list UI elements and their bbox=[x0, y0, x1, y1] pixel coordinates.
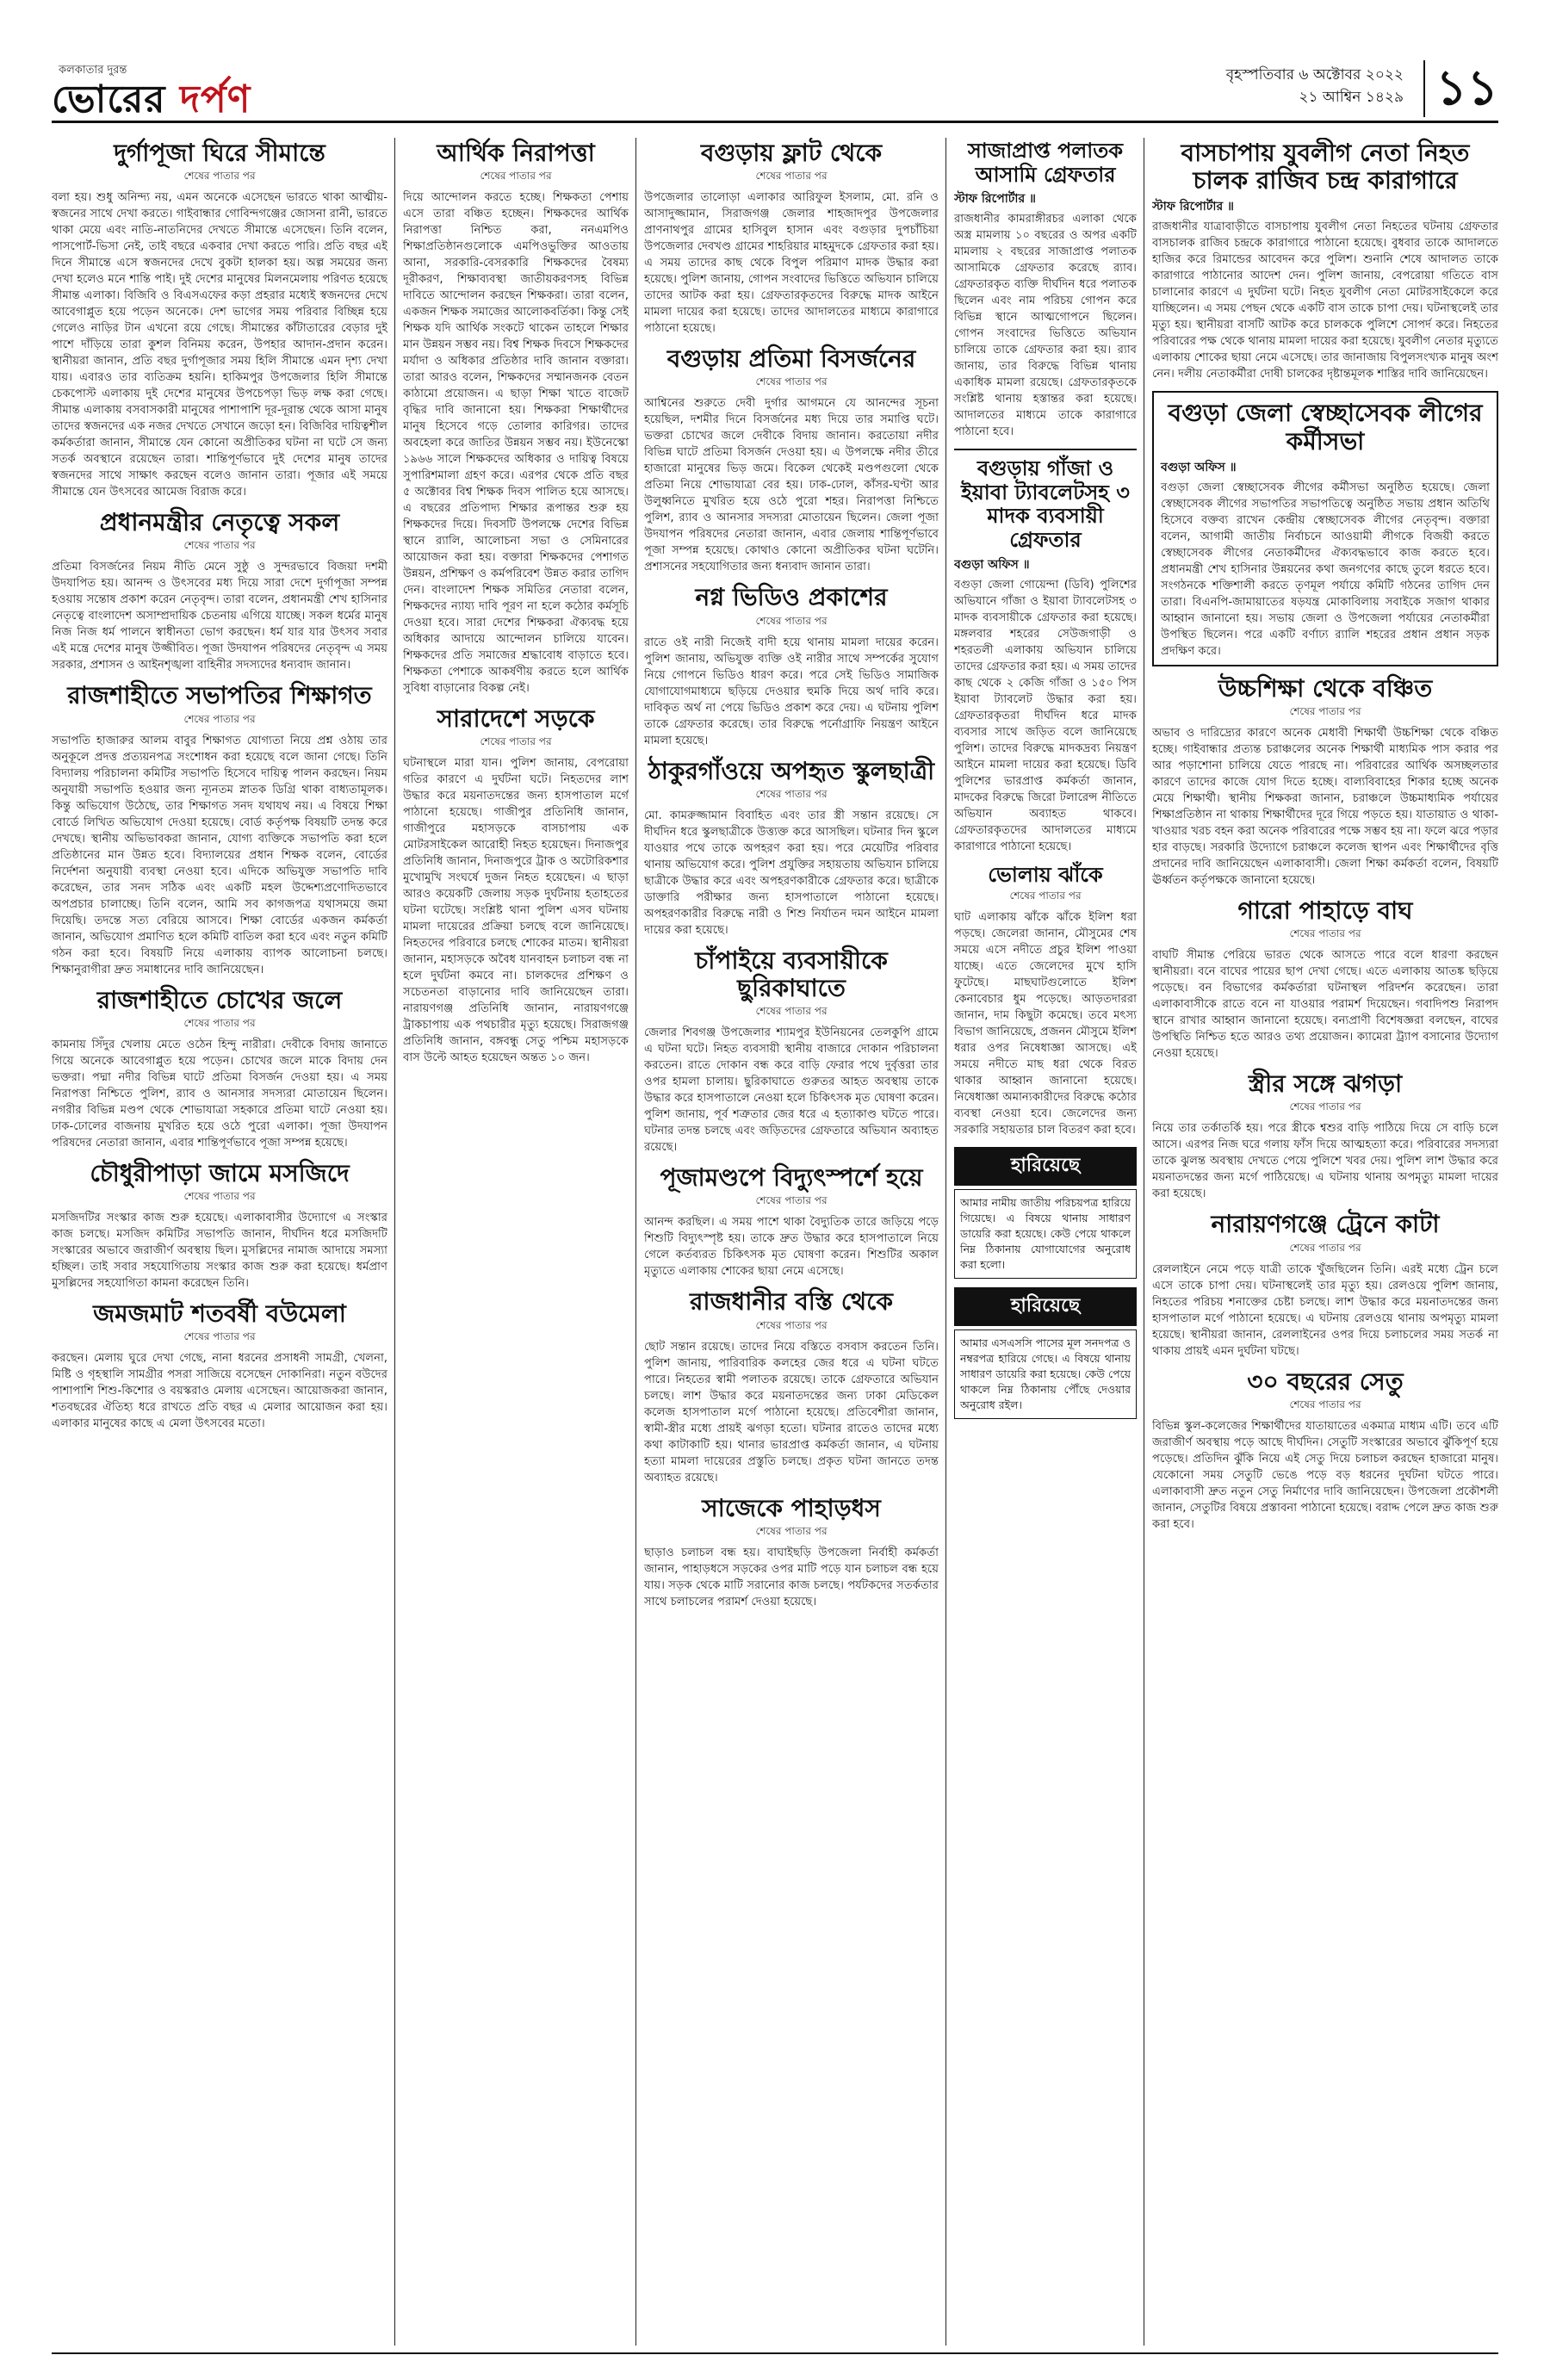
article bbox=[1152, 897, 1498, 1062]
article-headline: বগুড়ায় গাঁজা ও ইয়াবা ট্যাবলেটসহ ৩ মাদক ব্যবসায়ী গ্রেফতার bbox=[961, 456, 1130, 552]
continued-label: শেষের পাতার পর bbox=[1289, 927, 1361, 940]
continued-label: শেষের পাতার পর bbox=[1009, 889, 1082, 902]
article-body: নিয়ে তার তর্কাতর্কি হয়। পরে স্ত্রীকে শ্বশুর বাড়ি পাঠিয়ে দিয়ে সে বাড়ি চলে আসে। এরপর নিজ ঘরে গলায় ফাঁস দিয়ে আত্মহত্যা করে। পরিবারের সদস্যরা তাকে ঝুলন্ত অবস্থায় দেখতে পেয়ে পুলিশে খবর দেয়। পুলিশ লাশ উদ্ধার করে ময়নাতদন্তের জন্য মর্গে পাঠিয়েছে। এ ঘটনায় থানায় অপমৃত্যু মামলা দায়ের করা হয়েছে। bbox=[1152, 1122, 1498, 1201]
article-byline: স্টাফ রিপোর্টার ॥ bbox=[954, 192, 1036, 207]
continued-label: শেষের পাতার পর bbox=[755, 787, 828, 800]
article-byline: বগুড়া অফিস ॥ bbox=[1161, 460, 1237, 474]
column-1 bbox=[52, 138, 388, 2346]
article-headline: বগুড়ায় প্রতিমা বিসর্জনের bbox=[666, 344, 916, 374]
article-body: ছোট সন্তান রয়েছে। তাদের নিয়ে বস্তিতে বসবাস করতেন তিনি। পুলিশ জানায়, পারিবারিক কলহের জের ধরে এ ঘটনা ঘটতে পারে। নিহতের স্বামী পলাতক রয়েছে। তাকে গ্রেফতারে অভিযান চলছে। লাশ উদ্ধার করে ময়নাতদন্তের জন্য ঢাকা মেডিকেল কলেজ হাসপাতাল মর্গে পাঠানো হয়েছে। প্রতিবেশীরা জানান, স্বামী-স্ত্রীর মধ্যে প্রায়ই ঝগড়া হতো। ঘটনার রাতেও তাদের মধ্যে কথা কাটাকাটি হয়। থানার ভারপ্রাপ্ত কর্মকর্তা জানান, এ ঘটনায় হত্যা মামলা দায়েরের প্রস্তুতি চলছে। প্রকৃত ঘটনা জানতে তদন্ত অব্যাহত রয়েছে। bbox=[644, 1340, 939, 1484]
article-body: বলা হয়। শুধু অনিন্দ্য নয়, এমন অনেকে এসেছেন ভারতে থাকা আত্মীয়-স্বজনের সাথে দেখা করতে। গাইবান্ধার গোবিন্দগঞ্জের জোসনা রানী, ভারতে থাকা মেয়ে এবং নাতি-নাতনিদের দেখতে সীমান্তে এসেছেন। তিনি বলেন, পাসপোর্ট-ভিসা নেই, তাই বছরে একবার দেখা করতে পারি। প্রতি বছর এই দিনে সীমান্তে এসে স্বজনদের দেখে বুকটা হালকা হয়। অল্প সময়ের জন্য দেখা হলেও মনে শান্তি পাই। দুই দেশের মানুষের মিলনমেলায় পরিণত হয়েছে সীমান্ত এলাকা। বিজিবি ও বিএসএফের কড়া প্রহরার মধ্যেই স্বজনদের দেখে আবেগাপ্লুত হয়ে পড়েন অনেকে। দেশ ভাগের সময় পরিবার বিচ্ছিন্ন হয়ে গেলেও নাড়ির টান এখনো রয়ে গেছে। সীমান্তের কাঁটাতারের বেড়ার দুই পাশে দাঁড়িয়ে তারা কুশল বিনিময় করেন, উপহার আদান-প্রদান করেন। স্থানীয়রা জানান, প্রতি বছর দুর্গাপূজার সময় হিলি সীমান্তে এমন দৃশ্য দেখা যায়। এবারও তার ব্যতিক্রম হয়নি। হাকিমপুর উপজেলার হিলি সীমান্তে চেকপোস্ট এলাকায় দুই দেশের মানুষের উপচেপড়া ভিড় লক্ষ করা গেছে। সীমান্ত এলাকায় বসবাসকারী মানুষের পাশাপাশি দূর-দূরান্ত থেকে আসা মানুষ তাদের স্বজনদের এক নজর দেখতে সেখানে জড়ো হন। বিজিবির দায়িত্বশীল কর্মকর্তারা জানান, সীমান্তে যেন কোনো অপ্রীতিকর ঘটনা না ঘটে সে জন্য সতর্ক অবস্থানে রয়েছেন তারা। শান্তিপূর্ণভাবে দুই দেশের মানুষ তাদের স্বজনদের সাথে সাক্ষাৎ করছেন বলেও জানান তারা। পূজার এই সময়ে সীমান্তে যেন উৎসবের আমেজ বিরাজ করে। bbox=[52, 191, 388, 499]
article bbox=[52, 682, 388, 977]
continued-label: শেষের পাতার পর bbox=[1289, 1398, 1361, 1410]
article-headline: বগুড়ায় ফ্লাট থেকে bbox=[700, 139, 883, 167]
continued-label: শেষের পাতার পর bbox=[1289, 1241, 1361, 1254]
continued-label: শেষের পাতার পর bbox=[1289, 1100, 1361, 1113]
lost-notice-title: হারিয়েছে bbox=[954, 1147, 1137, 1186]
article-headline: চাঁপাইয়ে ব্যবসায়ীকে ছুরিকাঘাতে bbox=[695, 945, 888, 1002]
continued-label: শেষের পাতার পর bbox=[480, 170, 552, 183]
article bbox=[403, 139, 629, 697]
article-body: রেললাইনে নেমে পড়ে যাত্রী তাকে খুঁজছিলেন তিনি। এরই মধ্যে ট্রেন চলে এসে তাকে চাপা দেয়। ঘটনাস্থলেই তার মৃত্যু হয়। রেলওয়ে পুলিশ জানায়, নিহতের পরিচয় শনাক্তের চেষ্টা চলছে। লাশ উদ্ধার করে ময়নাতদন্তের জন্য হাসপাতাল মর্গে পাঠানো হয়েছে। এ ঘটনায় রেলওয়ে থানায় অপমৃত্যু মামলা হয়েছে। স্থানীয়রা জানান, রেললাইনের ওপর দিয়ে চলাচলের সময় সতর্ক না থাকায় প্রায়ই এমন দুর্ঘটনা ঘটছে। bbox=[1152, 1262, 1498, 1358]
date-bangla-calendar: ২১ আশ্বিন ১৪২৯ bbox=[1299, 89, 1404, 106]
continued-label: শেষের পাতার পর bbox=[480, 735, 552, 748]
article-headline: ঠাকুরগাঁওয়ে অপহৃত স্কুলছাত্রী bbox=[648, 756, 935, 785]
article-body: দিয়ে আন্দোলন করতে হচ্ছে। শিক্ষকতা পেশায় এসে তারা বঞ্চিত হচ্ছেন। শিক্ষকদের আর্থিক নিরাপত্তা নিশ্চিত করা, ননএমপিও শিক্ষাপ্রতিষ্ঠানগুলোকে এমপিওভুক্তির আওতায় আনা, সরকারি-বেসরকারি শিক্ষকদের বৈষম্য দূরীকরণ, শিক্ষাব্যবস্থা জাতীয়করণসহ বিভিন্ন দাবিতে আন্দোলন করছেন শিক্ষকরা। তারা বলেন, একজন শিক্ষক সমাজের আলোকবর্তিকা। কিন্তু সেই শিক্ষক যদি আর্থিক সংকটে থাকেন তাহলে শিক্ষার মান উন্নয়ন সম্ভব নয়। বিশ্ব শিক্ষক দিবসে শিক্ষকদের মর্যাদা ও অধিকার প্রতিষ্ঠার দাবি জানান বক্তারা। তারা আরও বলেন, শিক্ষকদের সম্মানজনক বেতন কাঠামো প্রয়োজন। এ ছাড়া শিক্ষা খাতে বাজেট বৃদ্ধির দাবি জানানো হয়। শিক্ষকরা শিক্ষার্থীদের মানুষ হিসেবে গড়ে তোলার কারিগর। তাদের অবহেলা করে জাতির উন্নয়ন সম্ভব নয়। ইউনেস্কো ১৯৬৬ সালে শিক্ষকদের অধিকার ও দায়িত্ব বিষয়ে সুপারিশমালা গ্রহণ করে। এরপর থেকে প্রতি বছর ৫ অক্টোবর বিশ্ব শিক্ষক দিবস পালিত হয়ে আসছে। এ বছরের প্রতিপাদ্য শিক্ষার রূপান্তর শুরু হয় শিক্ষকদের দিয়ে। দিবসটি উপলক্ষে দেশের বিভিন্ন স্থানে র‍্যালি, আলোচনা সভা ও সেমিনারের আয়োজন করা হয়। বক্তারা শিক্ষকদের পেশাগত উন্নয়ন, প্রশিক্ষণ ও কর্মপরিবেশ উন্নত করার তাগিদ দেন। বাংলাদেশ শিক্ষক সমিতির নেতারা বলেন, শিক্ষকদের ন্যায্য দাবি পূরণ না হলে কঠোর কর্মসূচি দেওয়া হবে। সারা দেশের শিক্ষকরা ঐক্যবদ্ধ হয়ে অধিকার আদায়ে আন্দোলন চালিয়ে যাবেন। শিক্ষকদের প্রতি সমাজের শ্রদ্ধাবোধ বাড়াতে হবে। শিক্ষকতা পেশাকে আকর্ষণীয় করতে হলে আর্থিক সুবিধা বাড়ানোর বিকল্প নেই। bbox=[403, 191, 629, 696]
continued-label: শেষের পাতার পর bbox=[183, 170, 256, 183]
masthead bbox=[52, 60, 1498, 123]
article-headline: গারো পাহাড়ে বাঘ bbox=[1237, 896, 1413, 925]
lost-notice-body: আমার নামীয় জাতীয় পরিচয়পত্র হারিয়ে গিয়েছে। এ বিষয়ে থানায় সাধারণ ডায়েরি করা হয়েছে। কেউ পেয়ে থাকলে নিম্ন ঠিকানায় যোগাযোগের অনুরোধ করা হলো। bbox=[954, 1189, 1137, 1279]
article bbox=[1152, 675, 1498, 889]
article bbox=[1152, 1211, 1498, 1359]
article-headline: স্ত্রীর সঙ্গে ঝগড়া bbox=[1248, 1069, 1403, 1099]
article bbox=[644, 345, 939, 575]
article-body: অভাব ও দারিদ্র্যের কারণে অনেক মেধাবী শিক্ষার্থী উচ্চশিক্ষা থেকে বঞ্চিত হচ্ছে। গাইবান্ধার প্রত্যন্ত চরাঞ্চলের অনেক শিক্ষার্থী মাধ্যমিক পাস করার পর আর পড়াশোনা চালিয়ে যেতে পারছে না। পরিবারের আর্থিক অসচ্ছলতার কারণে তাদের কাজে যোগ দিতে হচ্ছে। বাল্যবিবাহের শিকার হচ্ছে অনেক মেয়ে শিক্ষার্থী। স্থানীয় শিক্ষকরা জানান, চরাঞ্চলে উচ্চমাধ্যমিক পর্যায়ের শিক্ষাপ্রতিষ্ঠান না থাকায় শিক্ষার্থীদের দূরে গিয়ে পড়তে হয়। যাতায়াত ও থাকা-খাওয়ার খরচ বহন করা অনেক পরিবারের পক্ষে সম্ভব হয় না। ফলে ঝরে পড়ার হার বাড়ছে। সরকারি উদ্যোগে চরাঞ্চলে কলেজ স্থাপন এবং শিক্ষার্থীদের বৃত্তি প্রদানের দাবি জানিয়েছেন এলাকাবাসী। জেলা শিক্ষা কর্মকর্তা বলেন, বিষয়টি ঊর্ধ্বতন কর্তৃপক্ষকে জানানো হয়েছে। bbox=[1152, 726, 1498, 887]
article-headline: নগ্ন ভিডিও প্রকাশের bbox=[695, 583, 888, 612]
classified-lost-notice bbox=[954, 1287, 1137, 1419]
article-headline: সাজেকে পাহাড়ধস bbox=[702, 1493, 881, 1522]
page-number: ১১ bbox=[1423, 60, 1498, 117]
article-body: রাজধানীর কামরাঙ্গীরচর এলাকা থেকে অস্ত্র মামলায় ১০ বছরের ও অপর একটি মামলায় ২ বছরের সাজাপ্রাপ্ত পলাতক আসামিকে গ্রেফতার করেছে র‍্যাব। গ্রেফতারকৃত ব্যক্তি দীর্ঘদিন ধরে পলাতক ছিলেন এবং নাম পরিচয় গোপন করে বিভিন্ন স্থানে আত্মগোপনে ছিলেন। গোপন সংবাদের ভিত্তিতে অভিযান চালিয়ে তাকে গ্রেফতার করা হয়। র‍্যাব জানায়, তার বিরুদ্ধে বিভিন্ন থানায় একাধিক মামলা রয়েছে। গ্রেফতারকৃতকে সংশ্লিষ্ট থানায় হস্তান্তর করা হয়েছে। আদালতের মাধ্যমে তাকে কারাগারে পাঠানো হবে। bbox=[954, 213, 1137, 439]
logo-text-left: ভোরের bbox=[52, 77, 180, 121]
article bbox=[52, 1160, 388, 1292]
column-3 bbox=[644, 138, 939, 2346]
logo-tagline: কলকাতার দুরন্ত bbox=[59, 64, 127, 77]
article-headline: পূজামণ্ডপে বিদ্যুৎস্পর্শে হয়ে bbox=[660, 1163, 923, 1193]
continued-label: শেষের পাতার পর bbox=[755, 1005, 828, 1018]
article-headline: নারায়ণগঞ্জে ট্রেনে কাটা bbox=[1211, 1210, 1440, 1239]
article-body: মো. কামরুজ্জামান বিবাহিত এবং তার স্ত্রী সন্তান রয়েছে। সে দীর্ঘদিন ধরে স্কুলছাত্রীকে উত্ত্যক্ত করে আসছিল। ঘটনার দিন স্কুলে যাওয়ার পথে তাকে অপহরণ করা হয়। পরে মেয়েটির পরিবার থানায় অভিযোগ করে। পুলিশ প্রযুক্তির সহায়তায় অভিযান চালিয়ে ছাত্রীকে উদ্ধার করে এবং অপহরণকারীকে গ্রেফতার করে। ছাত্রীকে ডাক্তারি পরীক্ষার জন্য হাসপাতালে পাঠানো হয়েছে। অপহরণকারীর বিরুদ্ধে নারী ও শিশু নির্যাতন দমন আইনে মামলা দায়ের করা হয়েছে। bbox=[644, 809, 939, 937]
column-2 bbox=[403, 138, 629, 2346]
section-divider bbox=[954, 449, 1137, 450]
article bbox=[644, 1495, 939, 1610]
article-body: আনন্দ করছিল। এ সময় পাশে থাকা বৈদ্যুতিক তারে জড়িয়ে পড়ে শিশুটি বিদ্যুৎস্পৃষ্ট হয়। তাকে দ্রুত উদ্ধার করে হাসপাতালে নিয়ে গেলে কর্তব্যরত চিকিৎসক মৃত ঘোষণা করেন। শিশুটির অকাল মৃত্যুতে এলাকায় শোকের ছায়া নেমে এসেছে। bbox=[644, 1216, 939, 1279]
article-body: আশ্বিনের শুরুতে দেবী দুর্গার আগমনে যে আনন্দের সূচনা হয়েছিল, দশমীর দিনে বিসর্জনের মধ্য দিয়ে তার সমাপ্তি ঘটে। ভক্তরা চোখের জলে দেবীকে বিদায় জানান। করতোয়া নদীর বিভিন্ন ঘাটে প্রতিমা বিসর্জন দেওয়া হয়। এ উপলক্ষে নদীর তীরে হাজারো মানুষের ভিড় জমে। বিকেল থেকেই মণ্ডপগুলো থেকে প্রতিমা নিয়ে শোভাযাত্রা বের হয়। ঢাক-ঢোল, কাঁসর-ঘণ্টা আর উলুধ্বনিতে মুখরিত হয়ে ওঠে পুরো শহর। নিরাপত্তা নিশ্চিতে পুলিশ, র‍্যাব ও আনসার সদস্যরা মোতায়েন ছিলেন। জেলা পূজা উদযাপন পরিষদের নেতারা জানান, এবার জেলায় শান্তিপূর্ণভাবে পূজা সম্পন্ন হয়েছে। কোথাও কোনো অপ্রীতিকর ঘটনা ঘটেনি। প্রশাসনের সহযোগিতার জন্য ধন্যবাদ জানান তারা। bbox=[644, 397, 939, 574]
article bbox=[954, 139, 1137, 440]
article bbox=[1152, 1070, 1498, 1202]
article-headline: সাজাপ্রাপ্ত পলাতক আসামি গ্রেফতার bbox=[967, 139, 1124, 187]
article-headline: রাজশাহীতে সভাপতির শিক্ষাগত bbox=[67, 681, 372, 710]
article bbox=[1152, 1368, 1498, 1533]
column-divider bbox=[394, 138, 395, 2346]
article-headline: ৩০ বছরের সেতু bbox=[1247, 1367, 1404, 1396]
article bbox=[644, 584, 939, 748]
article bbox=[52, 987, 388, 1151]
article-body: ঘাট এলাকায় ঝাঁকে ঝাঁকে ইলিশ ধরা পড়ছে। জেলেরা জানান, মৌসুমের শেষ সময়ে এসে নদীতে প্রচুর ইলিশ পাওয়া যাচ্ছে। এতে জেলেদের মুখে হাসি ফুটেছে। মাছঘাটগুলোতে ইলিশ কেনাবেচার ধুম পড়েছে। আড়তদাররা জানান, দাম কিছুটা কমেছে। তবে মৎস্য বিভাগ জানিয়েছে, প্রজনন মৌসুমে ইলিশ ধরার ওপর নিষেধাজ্ঞা আসছে। এই সময়ে নদীতে মাছ ধরা থেকে বিরত থাকার আহ্বান জানানো হয়েছে। নিষেধাজ্ঞা অমান্যকারীদের বিরুদ্ধে কঠোর ব্যবস্থা নেওয়া হবে। জেলেদের জন্য সরকারি সহায়তার চাল বিতরণ করা হবে। bbox=[954, 911, 1137, 1137]
boxed-article bbox=[1152, 391, 1498, 666]
lost-notice-body: আমার এসএসসি পাসের মূল সনদপত্র ও নম্বরপত্র হারিয়ে গেছে। এ বিষয়ে থানায় সাধারণ ডায়েরি করা হয়েছে। কেউ পেয়ে থাকলে নিম্ন ঠিকানায় পৌঁছে দেওয়ার অনুরোধ রইল। bbox=[954, 1329, 1137, 1419]
article bbox=[403, 705, 629, 1066]
page-bottom-rule bbox=[52, 2352, 1498, 2354]
article-headline: চৌধুরীপাড়া জামে মসজিদে bbox=[90, 1158, 350, 1187]
article bbox=[644, 1288, 939, 1485]
article-headline: বাসচাপায় যুবলীগ নেতা নিহত চালক রাজিব চন্দ্র কারাগারে bbox=[1181, 139, 1470, 195]
lost-notice-title: হারিয়েছে bbox=[954, 1287, 1137, 1326]
article-headline: ভোলায় ঝাঁকে bbox=[988, 862, 1103, 887]
article-body: কামনায় সিঁদুর খেলায় মেতে ওঠেন হিন্দু নারীরা। দেবীকে বিদায় জানাতে গিয়ে অনেকে আবেগাপ্লুত হয়ে পড়েন। চোখের জলে মাকে বিদায় দেন ভক্তরা। পদ্মা নদীর বিভিন্ন ঘাটে প্রতিমা বিসর্জন দেওয়া হয়। এ সময় নিরাপত্তা নিশ্চিতে পুলিশ, র‍্যাব ও আনসার সদস্যরা মোতায়েন ছিলেন। নগরীর বিভিন্ন মণ্ডপ থেকে শোভাযাত্রা সহকারে প্রতিমা ঘাটে নেওয়া হয়। ঢাক-ঢোলের বাজনায় মুখরিত হয়ে ওঠে পুরো এলাকা। পূজা উদযাপন পরিষদের নেতারা জানান, এবার শান্তিপূর্ণভাবে পূজা সম্পন্ন হয়েছে। bbox=[52, 1038, 388, 1150]
article-body: বগুড়া জেলা গোয়েন্দা (ডিবি) পুলিশের অভিযানে গাঁজা ও ইয়াবা ট্যাবলেটসহ ৩ মাদক ব্যবসায়ীকে গ্রেফতার করা হয়েছে। মঙ্গলবার শহরের সেউজগাড়ী ও শহরতলী এলাকায় অভিযান চালিয়ে তাদের গ্রেফতার করা হয়। এ সময় তাদের কাছ থেকে ২ কেজি গাঁজা ও ১৫০ পিস ইয়াবা ট্যাবলেট উদ্ধার করা হয়। গ্রেফতারকৃতরা দীর্ঘদিন ধরে মাদক ব্যবসার সাথে জড়িত বলে জানিয়েছে পুলিশ। তাদের বিরুদ্ধে মাদকদ্রব্য নিয়ন্ত্রণ আইনে মামলা দায়ের করা হয়েছে। ডিবি পুলিশের ভারপ্রাপ্ত কর্মকর্তা জানান, মাদকের বিরুদ্ধে জিরো টলারেন্স নীতিতে অভিযান অব্যাহত থাকবে। গ্রেফতারকৃতদের আদালতের মাধ্যমে কারাগারে পাঠানো হয়েছে। bbox=[954, 578, 1137, 853]
article-headline: প্রধানমন্ত্রীর নেতৃত্বে সকল bbox=[99, 508, 340, 537]
article-headline: রাজধানীর বস্তি থেকে bbox=[689, 1287, 894, 1317]
article bbox=[644, 758, 939, 939]
article-headline: সারাদেশে সড়কে bbox=[437, 704, 595, 734]
continued-label: শেষের পাতার পর bbox=[755, 1318, 828, 1331]
date-english-bangla: বৃহস্পতিবার ৬ অক্টোবর ২০২২ bbox=[1225, 66, 1404, 84]
continued-label: শেষের পাতার পর bbox=[755, 1194, 828, 1207]
article bbox=[644, 139, 939, 337]
continued-label: শেষের পাতার পর bbox=[183, 1189, 256, 1202]
article bbox=[1152, 139, 1498, 382]
continued-label: শেষের পাতার পর bbox=[183, 712, 256, 725]
article-body: ঘটনাস্থলে মারা যান। পুলিশ জানায়, বেপরোয়া গতির কারণে এ দুর্ঘটনা ঘটে। নিহতদের লাশ উদ্ধার করে ময়নাতদন্তের জন্য হাসপাতাল মর্গে পাঠানো হয়েছে। গাজীপুর প্রতিনিধি জানান, গাজীপুরে মহাসড়কে বাসচাপায় এক মোটরসাইকেল আরোহী নিহত হয়েছেন। দিনাজপুর প্রতিনিধি জানান, দিনাজপুরে ট্রাক ও অটোরিকশার মুখোমুখি সংঘর্ষে দুজন নিহত হয়েছেন। এ ছাড়া আরও কয়েকটি জেলায় সড়ক দুর্ঘটনায় হতাহতের ঘটনা ঘটেছে। সংশ্লিষ্ট থানা পুলিশ এসব ঘটনায় মামলা দায়েরের প্রক্রিয়া চলছে বলে জানিয়েছে। নিহতদের পরিবারে চলছে শোকের মাতম। স্থানীয়রা জানান, মহাসড়কে অবৈধ যানবাহন চলাচল বন্ধ না হলে দুর্ঘটনা কমবে না। চালকদের প্রশিক্ষণ ও সচেতনতা বাড়ানোর দাবি জানিয়েছেন তারা। নারায়ণগঞ্জ প্রতিনিধি জানান, নারায়ণগঞ্জে ট্রাকচাপায় এক পথচারীর মৃত্যু হয়েছে। সিরাজগঞ্জ প্রতিনিধি জানান, বঙ্গবন্ধু সেতু পশ্চিম মহাসড়কে বাস উল্টে আহত হয়েছেন অন্তত ১০ জন। bbox=[403, 757, 629, 1065]
continued-label: শেষের পাতার পর bbox=[183, 539, 256, 552]
article-body: বিভিন্ন স্কুল-কলেজের শিক্ষার্থীদের যাতায়াতের একমাত্র মাধ্যম এটি। তবে এটি জরাজীর্ণ অবস্থায় পড়ে আছে দীর্ঘদিন। সেতুটি সংস্কারের অভাবে ঝুঁকিপূর্ণ হয়ে পড়েছে। প্রতিদিন ঝুঁকি নিয়ে এই সেতু দিয়ে চলাচল করছেন হাজারো মানুষ। যেকোনো সময় সেতুটি ভেঙে পড়ে বড় ধরনের দুর্ঘটনা ঘটতে পারে। এলাকাবাসী দ্রুত নতুন সেতু নির্মাণের দাবি জানিয়েছেন। উপজেলা প্রকৌশলী জানান, সেতুটির বিষয়ে প্রস্তাবনা পাঠানো হয়েছে। বরাদ্দ পেলে দ্রুত কাজ শুরু করা হবে। bbox=[1152, 1419, 1498, 1531]
article-body: রাতে ওই নারী নিজেই বাদী হয়ে থানায় মামলা দায়ের করেন। পুলিশ জানায়, অভিযুক্ত ব্যক্তি ওই নারীর সাথে সম্পর্কের সুযোগ নিয়ে গোপনে ভিডিও ধারণ করে। পরে সেই ভিডিও সামাজিক যোগাযোগমাধ্যমে ছড়িয়ে দেওয়ার হুমকি দিয়ে অর্থ দাবি করে। দাবিকৃত অর্থ না পেয়ে ভিডিও প্রকাশ করে দেয়। এ ঘটনায় পুলিশ তাকে গ্রেফতার করেছে। তার বিরুদ্ধে পর্নোগ্রাফি নিয়ন্ত্রণ আইনে মামলা হয়েছে। bbox=[644, 635, 939, 747]
column-4 bbox=[954, 138, 1137, 2346]
dateline bbox=[1226, 64, 1404, 108]
continued-label: শেষের পাতার পর bbox=[755, 1524, 828, 1537]
article-body: ছাড়াও চলাচল বন্ধ হয়। বাঘাইছড়ি উপজেলা নির্বাহী কর্মকর্তা জানান, পাহাড়ধসে সড়কের ওপর মাটি পড়ে যান চলাচল বন্ধ হয়ে যায়। সড়ক থেকে মাটি সরানোর কাজ চলছে। পর্যটকদের সতর্কতার সাথে চলাচলের পরামর্শ দেওয়া হয়েছে। bbox=[644, 1546, 939, 1608]
article bbox=[644, 1164, 939, 1280]
article bbox=[52, 1300, 388, 1432]
continued-label: শেষের পাতার পর bbox=[755, 614, 828, 627]
newspaper-logo bbox=[52, 71, 251, 133]
article-body: করছেন। মেলায় ঘুরে দেখা গেছে, নানা ধরনের প্রসাধনী সামগ্রী, খেলনা, মিষ্টি ও গৃহস্থালি সামগ্রীর পসরা সাজিয়ে বসেছেন দোকানিরা। নতুন বউদের পাশাপাশি শিশু-কিশোর ও বয়স্করাও মেলায় এসেছেন। আয়োজকরা জানান, শতবছরের ঐতিহ্য ধরে রাখতে প্রতি বছর এ মেলার আয়োজন করা হয়। এলাকার মানুষের কাছে এ মেলা উৎসবের মতো। bbox=[52, 1352, 388, 1431]
article-body: বগুড়া জেলা স্বেচ্ছাসেবক লীগের কর্মীসভা অনুষ্ঠিত হয়েছে। জেলা স্বেচ্ছাসেবক লীগের সভাপতির সভাপতিত্বে অনুষ্ঠিত সভায় প্রধান অতিথি হিসেবে বক্তব্য রাখেন কেন্দ্রীয় স্বেচ্ছাসেবক লীগের নেতৃবৃন্দ। বক্তারা বলেন, আগামী জাতীয় নির্বাচনে আওয়ামী লীগকে বিজয়ী করতে স্বেচ্ছাসেবক লীগের নেতাকর্মীদের ঐক্যবদ্ধভাবে কাজ করতে হবে। প্রধানমন্ত্রী শেখ হাসিনার উন্নয়নের কথা জনগণের কাছে তুলে ধরতে হবে। সংগঠনকে শক্তিশালী করতে তৃণমূল পর্যায়ে কমিটি গঠনের তাগিদ দেন তারা। বিএনপি-জামায়াতের ষড়যন্ত্র মোকাবিলায় সবাইকে সজাগ থাকার আহ্বান জানানো হয়। সভায় জেলা ও উপজেলা পর্যায়ের নেতাকর্মীরা উপস্থিত ছিলেন। পরে একটি বর্ণাঢ্য র‍্যালি শহরের প্রধান প্রধান সড়ক প্রদক্ষিণ করে। bbox=[1161, 480, 1490, 658]
article-headline: আর্থিক নিরাপত্তা bbox=[437, 139, 595, 167]
article-body: রাজধানীর যাত্রাবাড়ীতে বাসচাপায় যুবলীগ নেতা নিহতের ঘটনায় গ্রেফতার বাসচালক রাজিব চন্দ্রকে কারাগারে পাঠানো হয়েছে। বুধবার তাকে আদালতে হাজির করে রিমান্ডের আবেদন করে পুলিশ। শুনানি শেষে আদালত তাকে কারাগারে পাঠানোর আদেশ দেন। পুলিশ জানায়, বেপরোয়া গতিতে বাস চালানোর কারণে এ দুর্ঘটনা ঘটে। নিহত যুবলীগ নেতা মোটরসাইকেলে করে যাচ্ছিলেন। এ সময় পেছন থেকে একটি বাস তাকে চাপা দেয়। ঘটনাস্থলেই তার মৃত্যু হয়। স্থানীয়রা বাসটি আটক করে চালককে পুলিশে সোপর্দ করে। নিহতের পরিবারের পক্ষ থেকে থানায় মামলা দায়ের করা হয়েছে। যুবলীগ নেতার মৃত্যুতে এলাকায় শোকের ছায়া নেমে এসেছে। তার জানাজায় বিপুলসংখ্যক মানুষ অংশ নেন। দলীয় নেতাকর্মীরা দোষী চালকের দৃষ্টান্তমূলক শাস্তির দাবি জানিয়েছেন। bbox=[1152, 220, 1498, 381]
article-body: বাঘটি সীমান্ত পেরিয়ে ভারত থেকে আসতে পারে বলে ধারণা করছেন স্থানীয়রা। বনে বাঘের পায়ের ছাপ দেখা গেছে। এতে এলাকায় আতঙ্ক ছড়িয়ে পড়েছে। বন বিভাগের কর্মকর্তারা ঘটনাস্থল পরিদর্শন করেছেন। তারা এলাকাবাসীকে রাতে বনে না যাওয়ার পরামর্শ দিয়েছেন। গবাদিপশু নিরাপদ স্থানে রাখার আহ্বান জানানো হয়েছে। বন্যপ্রাণী বিশেষজ্ঞরা বলছেন, বাঘের উপস্থিতি নিশ্চিত হতে আরও তথ্য প্রয়োজন। ক্যামেরা ট্র্যাপ বসানোর উদ্যোগ নেওয়া হয়েছে। bbox=[1152, 949, 1498, 1061]
article-body: সভাপতি হাজারুর আলম বাবুর শিক্ষাগত যোগ্যতা নিয়ে প্রশ্ন ওঠায় তার অনুকূলে প্রদত্ত প্রত্যয়নপত্র সংশোধন করা হয়েছে বলে জানা গেছে। তিনি বিদ্যালয় পরিচালনা কমিটির সভাপতি হিসেবে দায়িত্ব পালন করছেন। নিয়ম অনুযায়ী সভাপতি হওয়ার জন্য ন্যূনতম স্নাতক ডিগ্রি থাকা বাধ্যতামূলক। কিন্তু অভিযোগ উঠেছে, তার শিক্ষাগত সনদ যথাযথ নয়। এ বিষয়ে শিক্ষা বোর্ডে লিখিত অভিযোগ দেওয়া হয়েছে। বোর্ড কর্তৃপক্ষ বিষয়টি তদন্ত করে দেখছে। স্থানীয় অভিভাবকরা জানান, যোগ্য ব্যক্তিকে সভাপতি করা হলে প্রতিষ্ঠানের মান উন্নত হবে। বিদ্যালয়ের প্রধান শিক্ষক বলেন, বোর্ডের নির্দেশনা অনুযায়ী ব্যবস্থা নেওয়া হবে। এদিকে অভিযুক্ত সভাপতি দাবি করেছেন, তার সনদ সঠিক এবং একটি মহল উদ্দেশ্যপ্রণোদিতভাবে অপপ্রচার চালাচ্ছে। তিনি বলেন, আমি সব কাগজপত্র যথাসময়ে জমা দিয়েছি। তদন্তে সত্য বেরিয়ে আসবে। শিক্ষা বোর্ডের একজন কর্মকর্তা জানান, অভিযোগ প্রমাণিত হলে কমিটি বাতিল করা হবে এবং নতুন কমিটি গঠন করা হবে। বিষয়টি নিয়ে এলাকায় ব্যাপক আলোচনা চলছে। শিক্ষানুরাগীরা দ্রুত সমাধানের দাবি জানিয়েছেন। bbox=[52, 734, 388, 976]
article-body: জেলার শিবগঞ্জ উপজেলার শ্যামপুর ইউনিয়নের তেলকুপি গ্রামে এ ঘটনা ঘটে। নিহত ব্যবসায়ী স্থানীয় বাজারে দোকান পরিচালনা করতেন। রাতে দোকান বন্ধ করে বাড়ি ফেরার পথে দুর্বৃত্তরা তার ওপর হামলা চালায়। ছুরিকাঘাতে গুরুতর আহত অবস্থায় তাকে উদ্ধার করে হাসপাতালে নেওয়া হলে চিকিৎসক মৃত ঘোষণা করেন। পুলিশ জানায়, পূর্ব শত্রুতার জের ধরে এ হত্যাকাণ্ড ঘটতে পারে। ঘটনার তদন্ত চলছে এবং জড়িতদের গ্রেফতারে অভিযান অব্যাহত রয়েছে। bbox=[644, 1026, 939, 1155]
article-body: উপজেলার তালোড়া এলাকার আরিফুল ইসলাম, মো. রনি ও আসাদুজ্জামান, সিরাজগঞ্জ জেলার শাহজাদপুর উপজেলার প্রাণনাথপুর গ্রামের হাসিবুল হাসান এবং বগুড়ার দুপচাঁচিয়া উপজেলার দেবখণ্ড গ্রামের শাহরিয়ার মাহমুদকে গ্রেফতার করা হয়। এ সময় তাদের কাছ থেকে বিপুল পরিমাণ মাদক উদ্ধার করা হয়েছে। পুলিশ জানায়, গোপন সংবাদের ভিত্তিতে অভিযান চালিয়ে তাদের আটক করা হয়। গ্রেফতারকৃতদের বিরুদ্ধে মাদক আইনে মামলা দায়ের করা হয়েছে। তাদের আদালতের মাধ্যমে কারাগারে পাঠানো হয়েছে। bbox=[644, 191, 939, 336]
continued-label: শেষের পাতার পর bbox=[755, 170, 828, 183]
article-headline: বগুড়া জেলা স্বেচ্ছাসেবক লীগের কর্মীসভা bbox=[1168, 399, 1483, 456]
continued-label: শেষের পাতার পর bbox=[183, 1330, 256, 1343]
continued-label: শেষের পাতার পর bbox=[183, 1016, 256, 1029]
article bbox=[52, 139, 388, 500]
article-body: প্রতিমা বিসর্জনের নিয়ম নীতি মেনে সুষ্ঠু ও সুন্দরভাবে বিজয়া দশমী উদযাপিত হয়। আনন্দ ও উৎসবের মধ্য দিয়ে সারা দেশে দুর্গাপূজা সম্পন্ন হওয়ায় সন্তোষ প্রকাশ করেন নেতৃবৃন্দ। তারা বলেন, প্রধানমন্ত্রী শেখ হাসিনার নেতৃত্বে বাংলাদেশ অসাম্প্রদায়িক চেতনায় এগিয়ে যাচ্ছে। সকল ধর্মের মানুষ নিজ নিজ ধর্ম পালনে স্বাধীনতা ভোগ করছেন। ধর্ম যার যার উৎসব সবার এই মন্ত্রে দেশের মানুষ উজ্জীবিত। পূজা উদযাপন পরিষদের নেতৃবৃন্দ এ সময় সরকার, প্রশাসন ও আইনশৃঙ্খলা বাহিনীর সদস্যদের ধন্যবাদ জানান। bbox=[52, 561, 388, 672]
article-byline: স্টাফ রিপোর্টার ॥ bbox=[1152, 200, 1234, 214]
continued-label: শেষের পাতার পর bbox=[1289, 704, 1361, 717]
article bbox=[954, 457, 1137, 854]
article-body: মসজিদটির সংস্কার কাজ শুরু হয়েছে। এলাকাবাসীর উদ্যোগে এ সংস্কার কাজ চলছে। মসজিদ কমিটির সভাপতি জানান, দীর্ঘদিন ধরে মসজিদটি সংস্কারের অভাবে জরাজীর্ণ অবস্থায় ছিল। মুসল্লিদের নামাজ আদায়ে সমস্যা হচ্ছিল। তাই সবার সহযোগিতায় সংস্কার কাজ শুরু করা হয়েছে। ধর্মপ্রাণ মুসল্লিদের সহযোগিতা কামনা করেছেন তিনি। bbox=[52, 1211, 388, 1290]
classified-lost-notice bbox=[954, 1147, 1137, 1279]
article-headline: দুর্গাপূজা ঘিরে সীমান্তে bbox=[114, 139, 326, 167]
article-headline: জমজমাট শতবর্ষী বউমেলা bbox=[93, 1298, 346, 1328]
article-headline: রাজশাহীতে চোখের জলে bbox=[96, 985, 343, 1014]
article bbox=[644, 947, 939, 1156]
article bbox=[954, 864, 1137, 1139]
logo-text-right: দর্পণ bbox=[179, 77, 251, 121]
continued-label: শেষের পাতার পর bbox=[755, 375, 828, 388]
article bbox=[52, 509, 388, 673]
article-byline: বগুড়া অফিস ॥ bbox=[954, 557, 1030, 572]
column-5 bbox=[1152, 138, 1498, 2346]
article-headline: উচ্চশিক্ষা থেকে বঞ্চিত bbox=[1218, 673, 1433, 703]
